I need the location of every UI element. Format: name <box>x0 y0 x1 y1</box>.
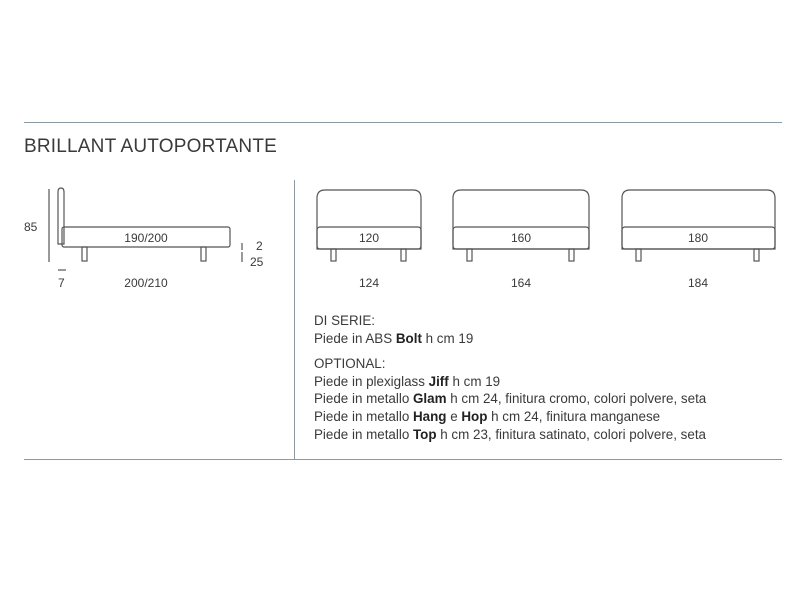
model-name: Hop <box>461 408 488 424</box>
front-view-180 <box>622 190 775 261</box>
optional-line: Piede in plexiglass Jiff h cm 19 <box>314 373 501 389</box>
side-view-drawing <box>49 188 242 270</box>
model-name: Bolt <box>395 330 422 346</box>
optional-line: Piede in metallo Glam h cm 24, finitura cromo, colori polvere, seta <box>314 391 707 407</box>
inner-width-label: 160 <box>510 231 532 245</box>
optional-heading: OPTIONAL: <box>314 356 386 372</box>
inner-width-label: 120 <box>358 231 380 245</box>
leg-shape <box>467 249 472 261</box>
outer-length-label: 200/210 <box>124 276 168 290</box>
side-headboard-shape <box>58 188 64 244</box>
leg-shape <box>636 249 641 261</box>
product-title: BRILLANT AUTOPORTANTE <box>24 136 278 157</box>
leg-height-label: 25 <box>250 255 264 269</box>
front-view-120 <box>317 190 421 261</box>
outer-width-label: 164 <box>510 276 532 290</box>
outer-width-label: 124 <box>358 276 380 290</box>
inner-width-label: 180 <box>687 231 709 245</box>
standard-heading: DI SERIE: <box>314 313 376 328</box>
leg-shape <box>754 249 759 261</box>
height-label: 85 <box>24 220 38 234</box>
optional-line: Piede in metallo Hang e Hop h cm 24, finitura manganese <box>314 408 661 424</box>
leg-shape <box>569 249 574 261</box>
standard-line: Piede in ABS Bolt h cm 19 <box>314 330 474 346</box>
gap-label: 2 <box>256 239 263 253</box>
model-name: Hang <box>413 408 447 424</box>
front-view-160 <box>453 190 589 261</box>
model-name: Jiff <box>428 373 449 389</box>
model-name: Glam <box>413 391 447 407</box>
optional-line: Piede in metallo Top h cm 23, finitura satinato, colori polvere, seta <box>314 426 706 442</box>
side-leg-shape <box>82 247 87 261</box>
leg-shape <box>331 249 336 261</box>
foot-offset-label: 7 <box>58 276 65 290</box>
side-leg-shape <box>201 247 206 261</box>
outer-width-label: 184 <box>687 276 709 290</box>
inner-length-label: 190/200 <box>124 231 168 245</box>
leg-shape <box>401 249 406 261</box>
specifications <box>314 312 706 443</box>
model-name: Top <box>413 426 437 442</box>
